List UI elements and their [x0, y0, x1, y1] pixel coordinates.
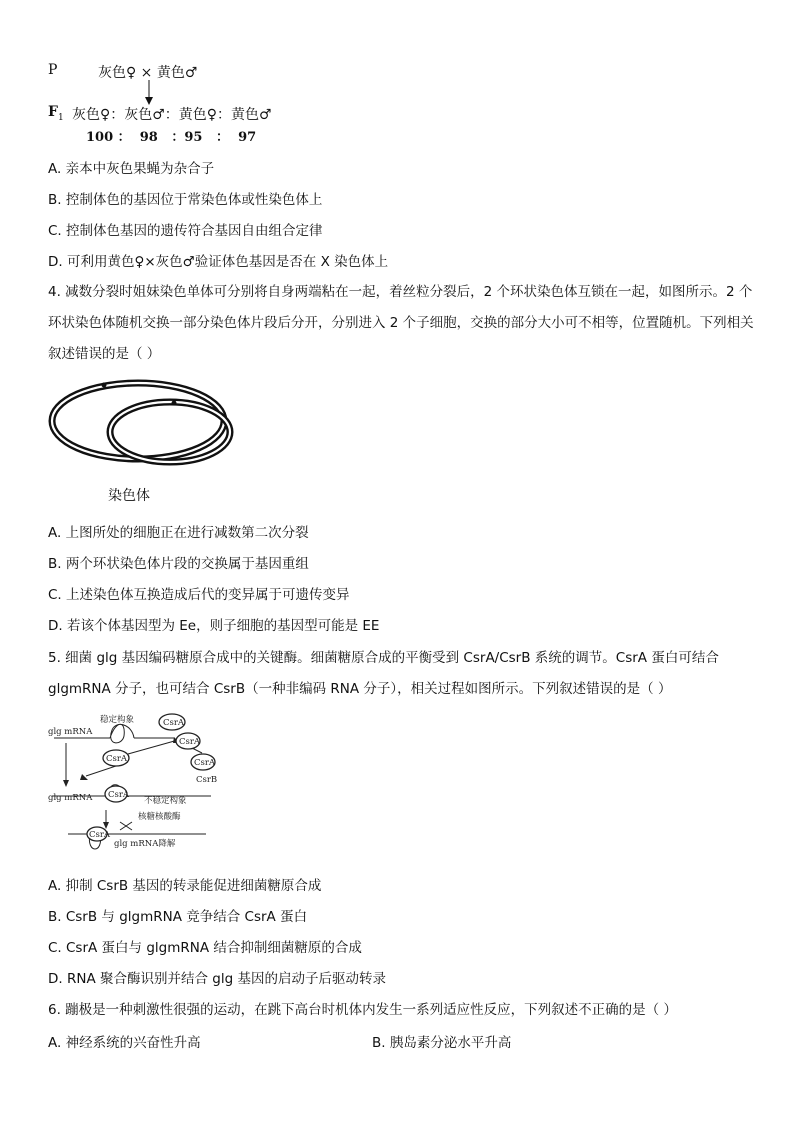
f1-offspring: 灰色♀：灰色♂：黄色♀：黄色♂	[72, 107, 272, 123]
stable-conformation-label: 稳定构象	[100, 715, 135, 725]
csra-label: CsrA	[194, 758, 216, 768]
f1-label: $F_1$	[48, 104, 64, 123]
q6-stem: 6. 蹦极是一种刺激性很强的运动，在跳下高台时机体内发生一系列适应性反应，下列叙述不正确的是（ ）	[48, 1002, 677, 1018]
chromosome-figure-caption: 染色体	[108, 488, 150, 504]
q5-option-b[interactable]: B. CsrB 与 glgmRNA 竞争结合 CsrA 蛋白	[48, 909, 308, 925]
q3-option-d[interactable]: D. 可利用黄色♀×灰色♂验证体色基因是否在 X 染色体上	[48, 254, 389, 270]
csra-label: CsrA	[163, 718, 185, 728]
glg-mrna-top-label: glg mRNA	[48, 727, 93, 737]
cross-arrow-icon	[142, 80, 156, 106]
q6-option-b[interactable]: B. 胰岛素分泌水平升高	[372, 1035, 512, 1051]
p-generation-label: P	[48, 62, 58, 78]
q5-option-d[interactable]: D. RNA 聚合酶识别并结合 glg 基因的启动子后驱动转录	[48, 971, 386, 987]
csra-label: CsrA	[89, 830, 111, 840]
q5-stem: 5. 细菌 glg 基因编码糖原合成中的关键酶。细菌糖原合成的平衡受到 CsrA/CsrB 系统的调节。CsrA 蛋白可结合 glgmRNA 分子，也可结合 CsrB（一种非编码 RNA 分子），相关过程如图所示。下列叙述错误的是（ ）	[48, 650, 719, 697]
rnase-label: 核糖核酸酶	[138, 812, 181, 822]
q5-option-c[interactable]: C. CsrA 蛋白与 glgmRNA 结合抑制细菌糖原的合成	[48, 940, 362, 956]
csra-csrb-diagram	[46, 710, 236, 865]
csra-label: CsrA	[179, 737, 201, 747]
q4-option-b[interactable]: B. 两个环状染色体片段的交换属于基因重组	[48, 556, 309, 572]
chromosome-rings-figure	[46, 378, 246, 478]
unstable-conformation-label: 不稳定构象	[144, 796, 187, 806]
q3-option-b[interactable]: B. 控制体色的基因位于常染色体或性染色体上	[48, 192, 323, 208]
q6-option-a[interactable]: A. 神经系统的兴奋性升高	[48, 1035, 201, 1051]
csra-label: CsrA	[106, 754, 128, 764]
glg-mrna-degrade-label: glg mRNA降解	[114, 839, 176, 849]
p-generation-parents: 灰色♀ × 黄色♂	[98, 65, 198, 81]
q4-option-a[interactable]: A. 上图所处的细胞正在进行减数第二次分裂	[48, 525, 309, 541]
csrb-label: CsrB	[196, 775, 218, 785]
q4-option-c[interactable]: C. 上述染色体互换造成后代的变异属于可遗传变异	[48, 587, 350, 603]
q4-option-d[interactable]: D. 若该个体基因型为 Ee，则子细胞的基因型可能是 EE	[48, 618, 380, 634]
q3-option-c[interactable]: C. 控制体色基因的遗传符合基因自由组合定律	[48, 223, 323, 239]
q5-option-a[interactable]: A. 抑制 CsrB 基因的转录能促进细菌糖原合成	[48, 878, 322, 894]
f1-ratio: 100 ： 98 ：95 ： 97	[86, 130, 257, 145]
q4-stem: 4. 减数分裂时姐妹染色单体可分别将自身两端粘在一起，着丝粒分裂后，2 个环状染色体互锁在一起，如图所示。2 个环状染色体随机交换一部分染色体片段后分开，分别进入 2 个子细胞，交换的部分大小可不相等，位置随机。下列相关叙述错误的是（ ）	[48, 284, 754, 362]
csra-label: CsrA	[108, 790, 130, 800]
q3-option-a[interactable]: A. 亲本中灰色果蝇为杂合子	[48, 161, 215, 177]
glg-mrna-mid-label: glg mRNA	[48, 793, 93, 803]
